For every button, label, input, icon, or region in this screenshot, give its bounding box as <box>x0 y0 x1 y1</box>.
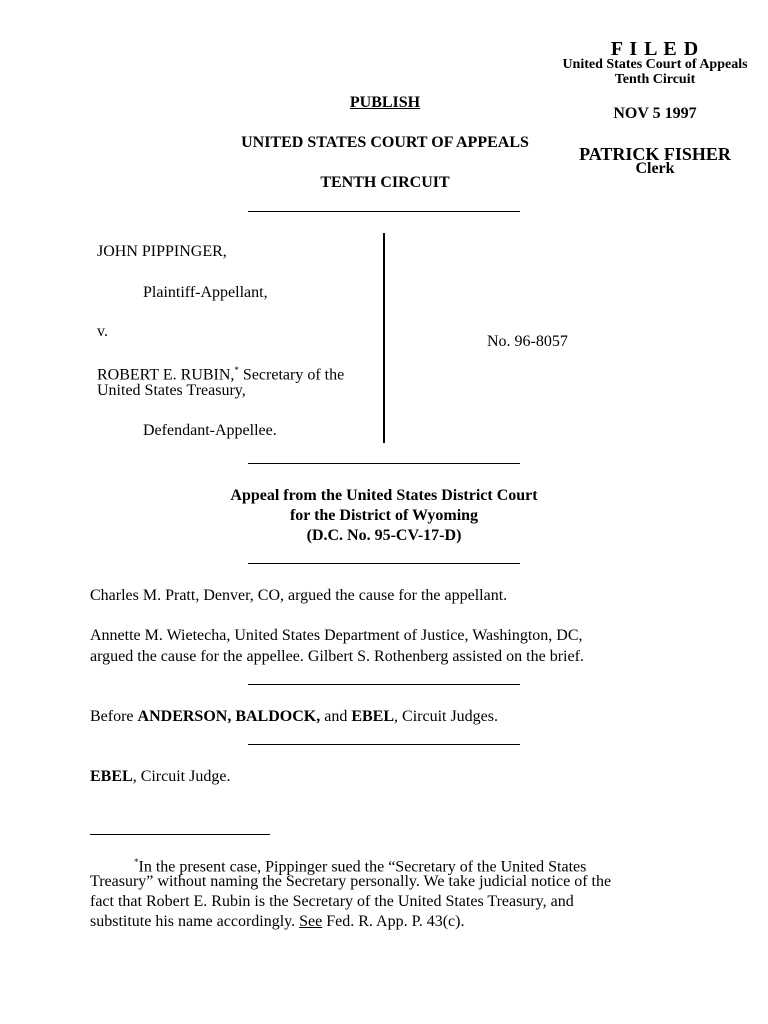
filed-circuit: Tenth Circuit <box>614 72 696 87</box>
appeal-line-3: (D.C. No. 95-CV-17-D) <box>306 527 462 544</box>
clerk-title: Clerk <box>635 160 675 177</box>
circuit-name: TENTH CIRCUIT <box>320 174 450 191</box>
caption-bottom-divider <box>248 463 520 464</box>
defendant-line-2: United States Treasury, <box>97 382 246 399</box>
filed-court: United States Court of Appeals <box>562 57 748 72</box>
see-signal: See <box>299 913 323 930</box>
panel-before: Before <box>90 708 138 725</box>
panel-last-judge: EBEL <box>351 708 395 725</box>
appeal-divider <box>248 563 520 564</box>
header-divider <box>248 211 520 212</box>
panel-suffix: , Circuit Judges. <box>394 708 499 725</box>
footnote-text-1: In the present case, Pippinger sued the “Secretary of the United States <box>138 858 587 876</box>
author-name: EBEL <box>90 768 133 785</box>
defendant-title: Secretary of the <box>238 366 345 384</box>
counsel-divider <box>248 684 520 685</box>
footnote-line-2: Treasury” without naming the Secretary personally. We take judicial notice of the <box>90 873 612 890</box>
case-number: No. 96-8057 <box>487 333 568 350</box>
appellee-counsel-line-2: argued the cause for the appellee. Gilbert S. Rothenberg assisted on the brief. <box>90 648 584 665</box>
footnote-marker: * <box>134 857 139 867</box>
defendant-name: ROBERT E. RUBIN, <box>97 366 235 384</box>
appeal-line-1: Appeal from the United States District Court <box>230 487 538 504</box>
versus-label: v. <box>97 323 108 340</box>
footnote-separator <box>90 834 270 835</box>
clerk-name: PATRICK FISHER <box>579 144 731 164</box>
footnote-line-3: fact that Robert E. Rubin is the Secretary of the United States Treasury, and <box>90 893 574 910</box>
appellant-counsel: Charles M. Pratt, Denver, CO, argued the cause for the appellant. <box>90 587 508 604</box>
footnote-text-4: substitute his name accordingly. <box>90 913 300 930</box>
filed-label: F I L E D <box>610 38 700 60</box>
author-suffix: , Circuit Judge. <box>132 768 231 785</box>
defendant-role: Defendant-Appellee. <box>143 422 277 439</box>
appeal-line-2: for the District of Wyoming <box>289 507 479 524</box>
plaintiff-name: JOHN PIPPINGER, <box>97 243 227 260</box>
panel-judges: ANDERSON, BALDOCK, <box>137 708 321 725</box>
plaintiff-role: Plaintiff-Appellant, <box>143 284 268 301</box>
caption-divider <box>383 233 385 443</box>
court-name: UNITED STATES COURT OF APPEALS <box>241 134 529 151</box>
author-line <box>90 767 230 787</box>
footnote-ref: * <box>234 365 239 375</box>
publish-label: PUBLISH <box>349 94 421 111</box>
panel-line <box>90 707 498 727</box>
appellee-counsel-line-1: Annette M. Wietecha, United States Department of Justice, Washington, DC, <box>90 627 583 644</box>
footnote-line-4 <box>90 912 464 932</box>
panel-divider <box>248 744 520 745</box>
filed-date: NOV 5 1997 <box>613 105 697 122</box>
footnote-citation: Fed. R. App. P. 43(c). <box>322 913 465 930</box>
panel-and: and <box>320 708 352 725</box>
